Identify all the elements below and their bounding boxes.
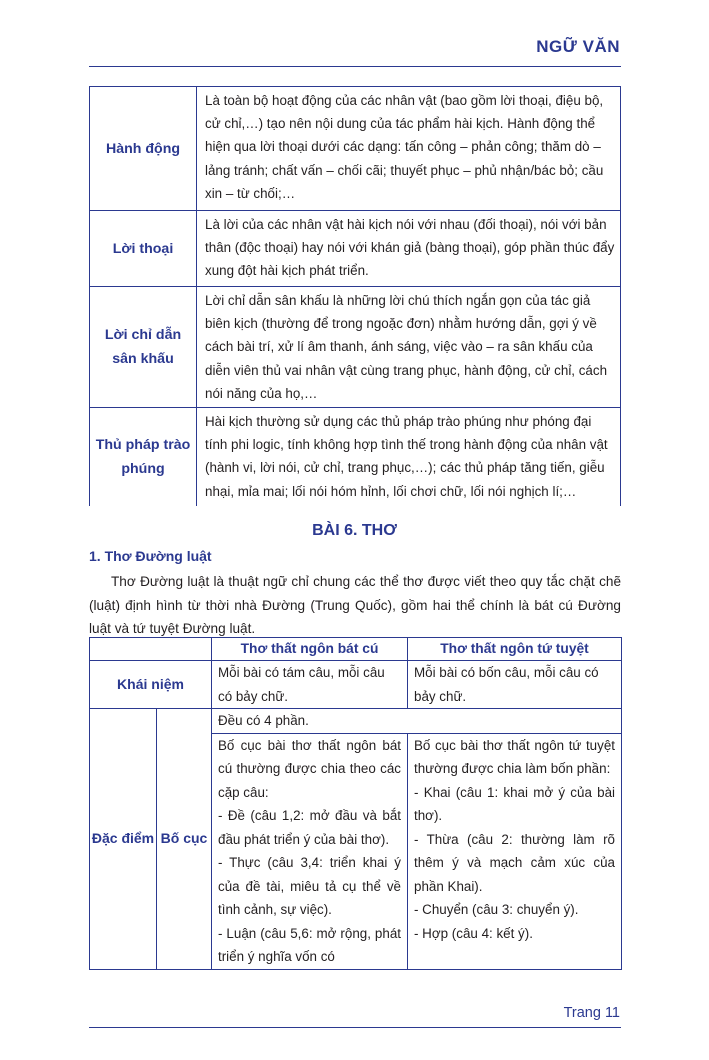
poem-forms-table <box>89 637 622 970</box>
row-text: Là lời của các nhân vật hài kịch nói với nhau (đối thoại), nói với bản thân (độc thoại) hay nói với khán giả (bàng thoại), góp phần thúc đẩy xung đột hài kịch phát triển. <box>197 211 621 287</box>
row-label: Lời thoại <box>90 211 197 287</box>
structure-bat-cu-line: - Thực (câu 3,4: triển khai ý của đề tài, miêu tả cụ thể về tình cảnh, sự việc). <box>218 855 401 917</box>
table-row <box>90 661 622 709</box>
footer-divider <box>89 1027 621 1028</box>
column-header-bat-cu: Thơ thất ngôn bát cú <box>212 638 408 661</box>
paragraph-text: Thơ Đường luật là thuật ngữ chỉ chung các thể thơ được viết theo quy tắc chặt chẽ (luật) định hình từ thời nhà Đường (Trung Quốc), gồm hai thể chính là bát cú Đường luật và tứ tuyệt Đường luật. <box>89 574 621 636</box>
column-header-tu-tuyet: Thơ thất ngôn tứ tuyệt <box>408 638 622 661</box>
structure-tu-tuyet-line: - Khai (câu 1: khai mở ý của bài thơ). <box>414 784 615 823</box>
concept-tu-tuyet: Mỗi bài có bốn câu, mỗi câu có bảy chữ. <box>408 661 622 709</box>
intro-paragraph <box>89 570 621 641</box>
concept-label: Khái niệm <box>90 661 212 709</box>
structure-bat-cu-line: Bố cục bài thơ thất ngôn bát cú thường được chia theo các cặp câu: <box>218 737 401 800</box>
structure-tu-tuyet-line: - Thừa (câu 2: thường làm rõ thêm ý và mạch cảm xúc của phần Khai). <box>414 831 615 894</box>
row-text: Lời chỉ dẫn sân khấu là những lời chú thích ngắn gọn của tác giả biên kịch (thường để trong ngoặc đơn) nhằm hướng dẫn, gợi ý về cách bài trí, xử lí âm thanh, ánh sáng, việc vào – ra sân khấu của diễn viên thủ vai nhân vật cùng trang phục, hành động, cử chỉ, cách nói năng của họ,… <box>197 287 621 408</box>
structure-label: Bố cục <box>157 709 212 970</box>
page-number: Trang 11 <box>563 1005 620 1021</box>
header-divider <box>89 66 621 67</box>
structure-tu-tuyet-line: Bố cục bài thơ thất ngôn tứ tuyệt thường được chia làm bốn phần: <box>414 737 615 776</box>
empty-header-cell <box>90 638 212 661</box>
table-row <box>90 87 621 211</box>
table-row <box>90 287 621 408</box>
structure-bat-cu-line: - Luận (câu 5,6: mở rộng, phát triển ý nghĩa vốn có <box>218 925 401 964</box>
row-label: Lời chỉ dẫn sân khấu <box>90 287 197 408</box>
structure-tu-tuyet-line: - Chuyển (câu 3: chuyển ý). <box>414 902 579 917</box>
subsection-title: 1. Thơ Đường luật <box>89 548 212 564</box>
structure-tu-tuyet-line: - Hợp (câu 4: kết ý). <box>414 925 533 941</box>
structure-bat-cu-cell <box>212 733 408 969</box>
section-title: BÀI 6. THƠ <box>312 522 397 539</box>
feature-label: Đặc điểm <box>90 709 157 970</box>
table-header-row <box>90 638 622 661</box>
row-text: Hài kịch thường sử dụng các thủ pháp trào phúng như phóng đại tính phi logic, tính không hợp tình thế trong hành động của nhân vật (hành vi, lời nói, cử chỉ, trang phục,…); các thủ pháp tăng tiến, giễu nhại, mỉa mai; lối nói hóm hỉnh, lối chơi chữ, lối nói nghịch lí;… <box>197 408 621 506</box>
structure-common: Đều có 4 phần. <box>212 709 622 734</box>
table-row <box>90 709 622 734</box>
row-text: Là toàn bộ hoạt động của các nhân vật (bao gồm lời thoại, điệu bộ, cử chỉ,…) tạo nên nội dung của tác phẩm hài kịch. Hành động thể hiện qua lời thoại dưới các dạng: tấn công – phản công; thăm dò – lảng tránh; chất vấn – chối cãi; thuyết phục – phủ nhận/bác bỏ; cầu xin – từ chối;… <box>197 87 621 211</box>
table-row <box>90 408 621 506</box>
concept-bat-cu: Mỗi bài có tám câu, mỗi câu có bảy chữ. <box>212 661 408 709</box>
row-label: Hành động <box>90 87 197 211</box>
table-row <box>90 211 621 287</box>
row-label: Thủ pháp trào phúng <box>90 408 197 506</box>
page-header-title: NGỮ VĂN <box>536 37 620 56</box>
structure-bat-cu-line: - Đề (câu 1,2: mở đầu và bắt đầu phát triển ý của bài thơ). <box>218 808 401 847</box>
comedy-elements-table <box>89 86 621 506</box>
structure-tu-tuyet-cell <box>408 733 622 969</box>
